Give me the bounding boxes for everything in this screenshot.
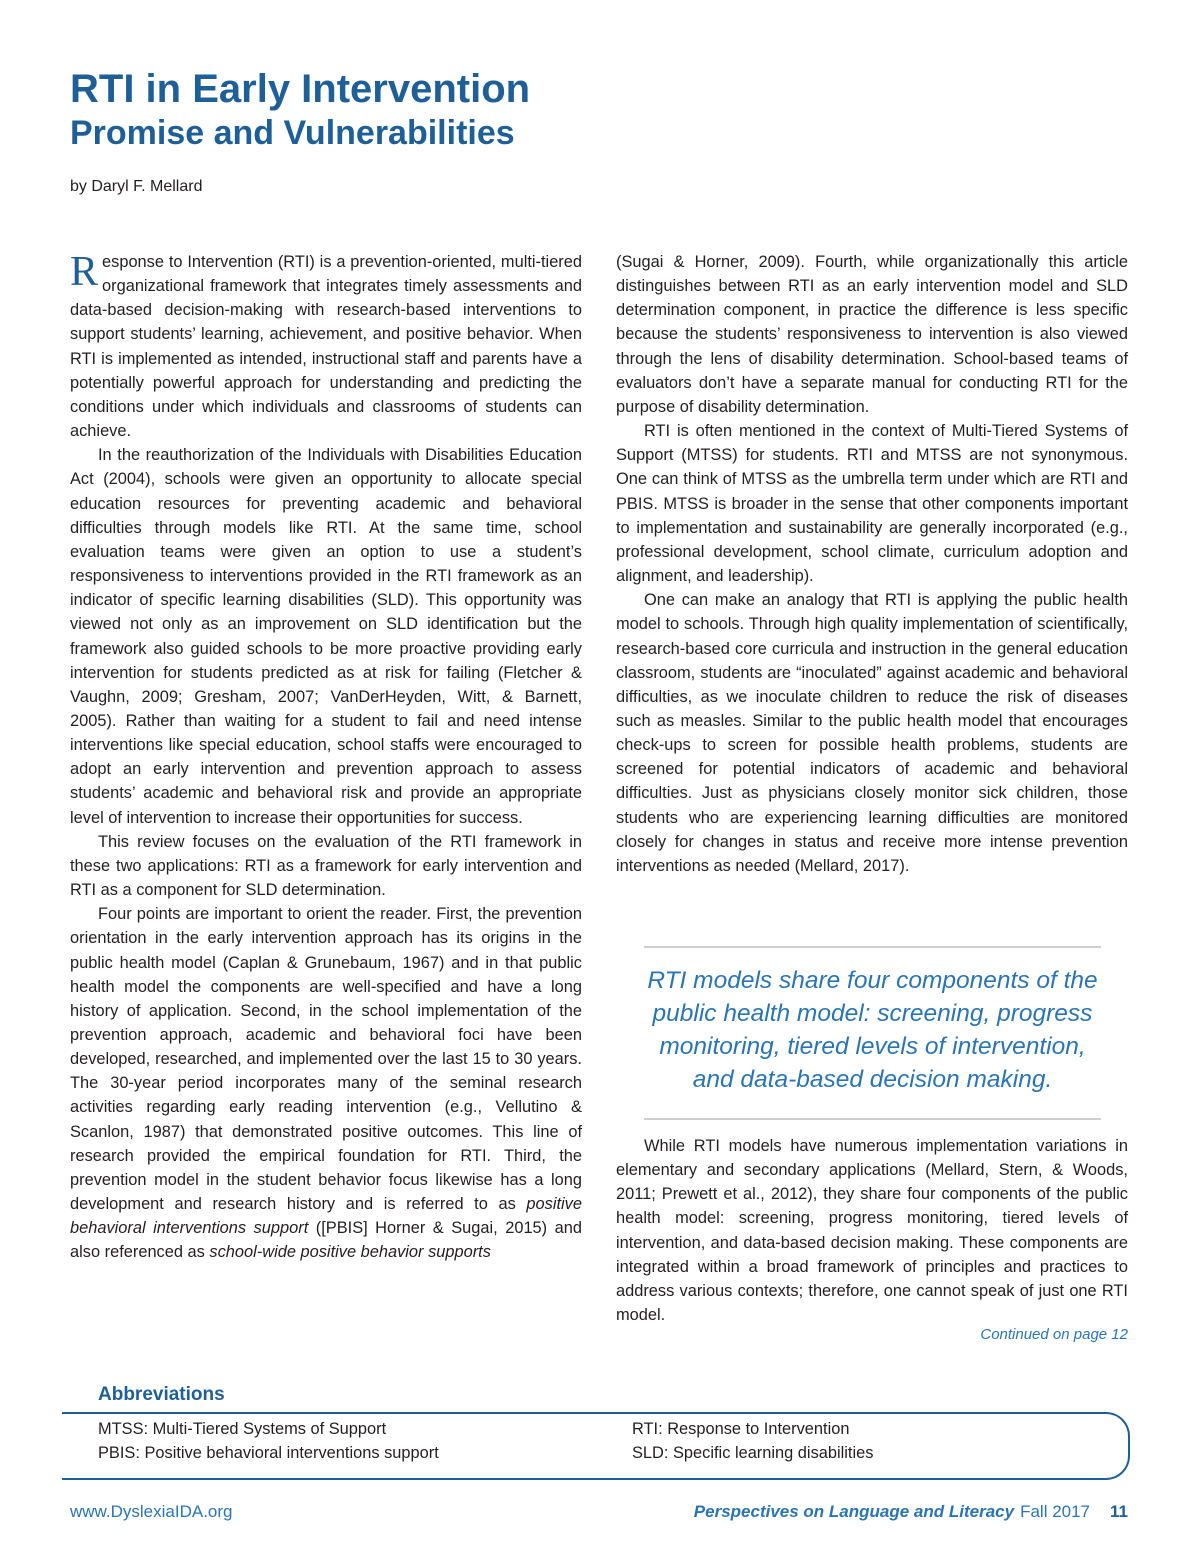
paragraph-1-text: esponse to Intervention (RTI) is a prevention-oriented, multi-tiered organizational framework that integrates timely assessments and data-based decision-making with research-based interventions to support students’ learning, achievement, and positive behavior. When RTI is implemented as intended, instructional staff and parents have a potentially powerful approach for understanding and predicting the conditions under which individuals and classrooms of students can achieve. [70,253,582,441]
left-column [70,250,582,1265]
abbreviation-rti: RTI: Response to Intervention [632,1420,850,1438]
paragraph-3: This review focuses on the evaluation of the RTI framework in these two applications: RTI as a framework for early intervention and RTI as a component for SLD determination. [70,832,582,900]
paragraph-2: In the reauthorization of the Individuals with Disabilities Education Act (2004), schools were given an opportunity to allocate special education resources for preventing academic and behavioral difficulties through models like RTI. At the same time, school evaluation teams were given an option to use a student’s responsiveness to interventions provided in the RTI framework as an indicator of specific learning disabilities (SLD). This opportunity was viewed not only as an improvement on SLD identification but the framework also guided schools to be more proactive providing early intervention for students predicted as at risk for failing (Fletcher & Vaughn, 2009; Gresham, 2007; VanDerHeyden, Witt, & Barnett, 2005). Rather than waiting for a student to fail and need intense interventions like special education, school staffs were encouraged to adopt an early intervention and prevention approach to assess students’ academic and behavioral risk and provide an appropriate level of intervention to increase their opportunities for success. [70,446,582,827]
abbreviation-pbis: PBIS: Positive behavioral interventions support [98,1444,439,1462]
abbreviation-mtss: MTSS: Multi-Tiered Systems of Support [98,1420,387,1438]
article-subtitle: Promise and Vulnerabilities [70,114,515,152]
paragraph-4-emphasis-2: school-wide positive behavior supports [209,1243,491,1262]
paragraph-4-text-b: ([PBIS] Horner & Sugai, 2015) and also referenced as [70,1219,582,1262]
abbreviations-title: Abbreviations [98,1384,225,1405]
paragraph-8: While RTI models have numerous implementation variations in elementary and secondary applications (Mellard, Stern, & Woods, 2011; Prewett et al., 2012), they share four components of the public health model: screening, progress monitoring, tiered levels of intervention, and data-based decision making. These components are integrated within a broad framework of principles and practices to address various contexts; therefore, one cannot speak of just one RTI model. [616,1137,1128,1325]
footer-url[interactable]: www.DyslexiaIDA.org [70,1502,233,1521]
continued-link[interactable]: Continued on page 12 [980,1326,1128,1343]
paragraph-1 [70,250,582,443]
paragraph-4 [70,902,582,1264]
drop-cap: R [70,249,99,295]
paragraph-4-text-a: Four points are important to orient the reader. First, the prevention orientation in the early intervention approach has its origins in the public health model (Caplan & Grunebaum, 1967) and in that public health model the components are well-specified and have a long history of application. Second, in the school implementation of the prevention approach, academic and behavioral foci have been developed, researched, and implemented over the last 15 to 30 years. The 30-year period incorporates many of the seminal research activities regarding early reading intervention (e.g., Vellutino & Scanlon, 1987) that demonstrated positive outcomes. This line of research provided the empirical foundation for RTI. Third, the prevention model in the student behavior focus likewise has a long development and research history and is referred to as [70,905,582,1214]
paragraph-7: One can make an analogy that RTI is applying the public health model to schools. Through high quality implementation of scientifically, research-based core curricula and instruction in the general education classroom, students are “inoculated” against academic and behavioral difficulties, as we inoculate children to reduce the risk of diseases such as measles. Similar to the public health model that encourages check-ups to screen for possible health problems, students are screened for potential indicators of academic and behavioral difficulties. Just as physicians closely monitor sick children, those students who are experiencing learning difficulties are monitored closely for changes in status and receive more intense prevention interventions as needed (Mellard, 2017). [616,591,1128,875]
byline: by Daryl F. Mellard [70,178,203,195]
paragraph-6: RTI is often mentioned in the context of Multi-Tiered Systems of Support (MTSS) for students. RTI and MTSS are not synonymous. One can think of MTSS as the umbrella term under which are RTI and PBIS. MTSS is broader in the sense that other components important to implementation and sustainability are generally incorporated (e.g., professional development, school climate, curriculum adoption and alignment, and leadership). [616,422,1128,586]
right-column [616,250,1128,878]
right-column-lower [616,1134,1128,1327]
pull-quote: RTI models share four components of the public health model: screening, progress monitoring, tiered levels of intervention, and data-based decision making. [644,946,1101,1120]
abbreviation-sld: SLD: Specific learning disabilities [632,1444,874,1462]
paragraph-5: (Sugai & Horner, 2009). Fourth, while organizationally this article distinguishes between RTI as an early intervention model and SLD determination component, in practice the difference is less specific because the students’ responsiveness to intervention is also viewed through the lens of disability determination. School-based teams of evaluators don’t have a separate manual for conducting RTI for the purpose of disability determination. [616,253,1128,416]
publication-name: Perspectives on Language and Literacy [693,1502,1015,1521]
article-title: RTI in Early Intervention [70,67,531,111]
page-number: 11 [1110,1502,1128,1521]
issue-season: Fall 2017 [1020,1502,1091,1521]
paragraph-4-emphasis-1: positive behavioral interventions support [70,1195,582,1238]
footer-publication-info [694,1502,1128,1522]
